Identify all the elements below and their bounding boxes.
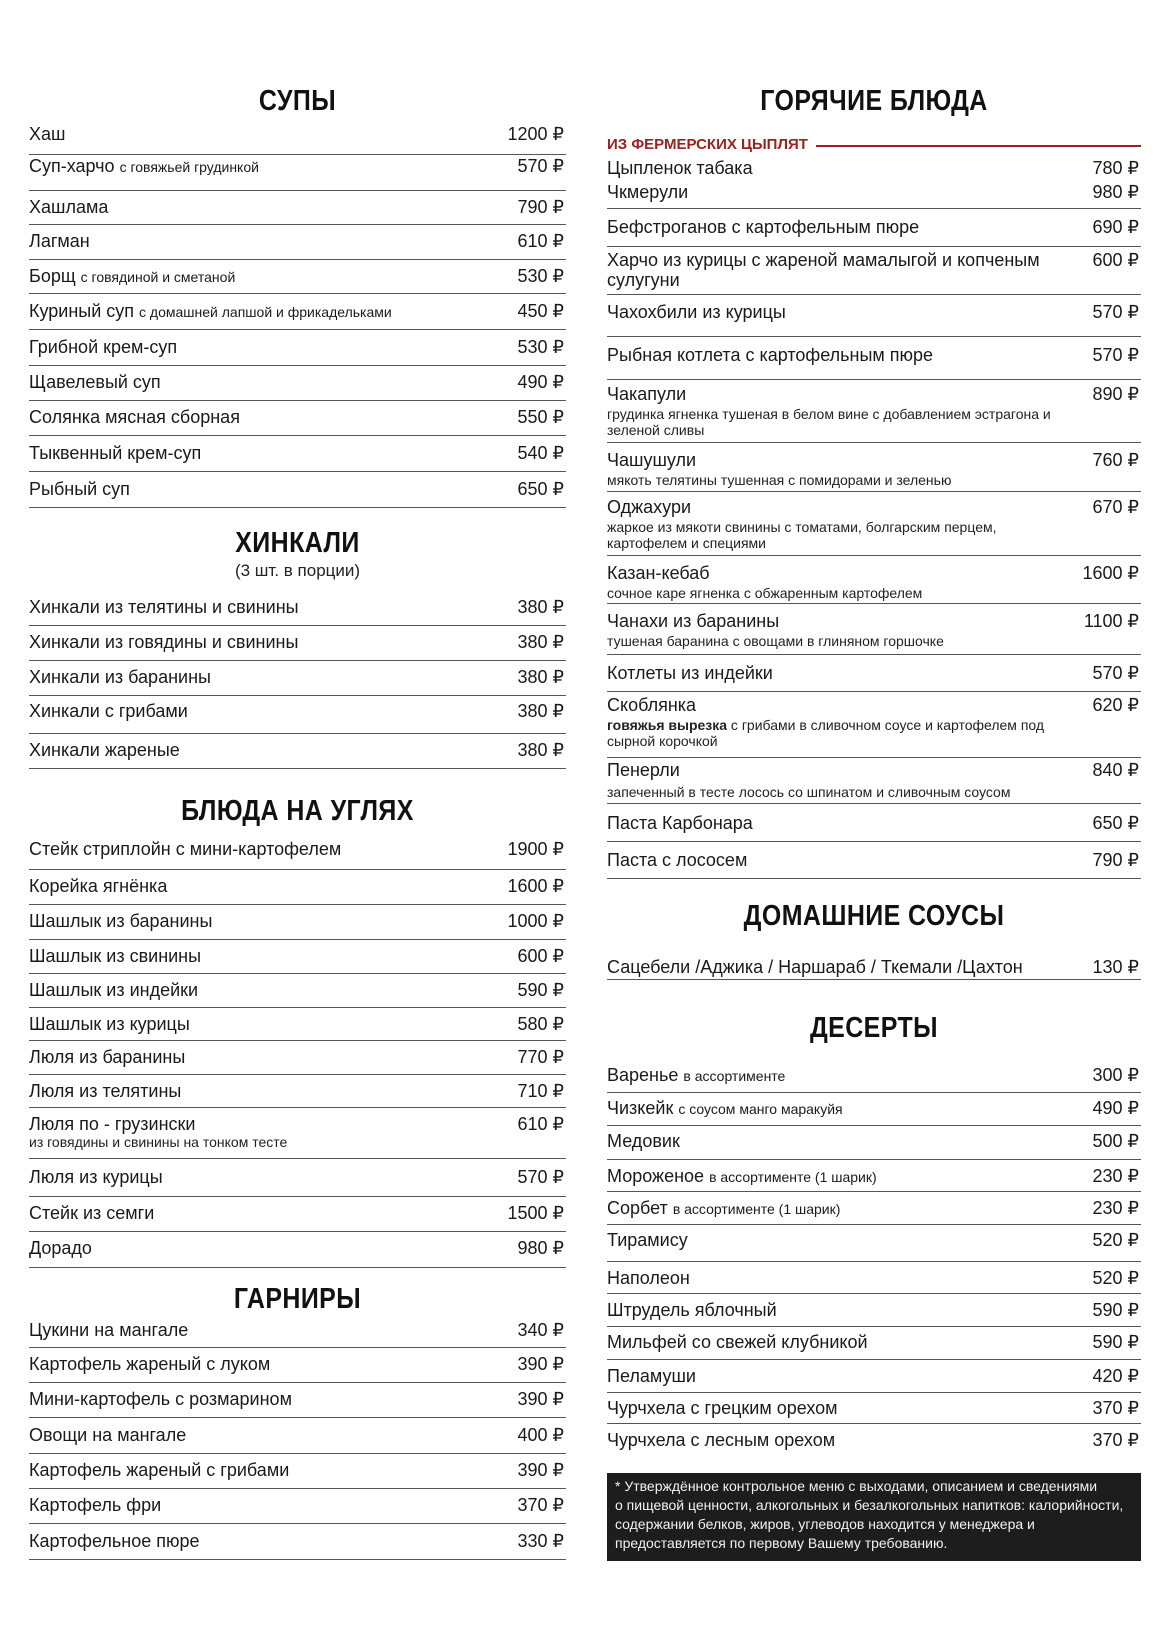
menu-item	[607, 957, 1141, 980]
menu-item	[29, 839, 566, 870]
menu-item	[607, 850, 1141, 879]
item-price: 490 ₽	[1092, 1098, 1139, 1118]
item-name: Корейка ягнёнка	[29, 876, 168, 896]
menu-item	[607, 1366, 1141, 1393]
item-price: 780 ₽	[1092, 158, 1139, 178]
item-price: 130 ₽	[1092, 957, 1139, 977]
item-price: 1200 ₽	[507, 124, 564, 144]
menu-item	[29, 1203, 566, 1232]
footnote-line: содержании белков, жиров, углеводов находится у менеджера и	[615, 1516, 1035, 1532]
menu-item	[607, 345, 1141, 380]
section-title-soups: СУПЫ	[258, 85, 337, 117]
item-price: 610 ₽	[517, 1114, 564, 1134]
menu-item	[29, 1531, 566, 1560]
section-title-hot: ГОРЯЧИЕ БЛЮДА	[760, 85, 988, 117]
item-description: мякоть телятины тушенная с помидорами и зеленью	[607, 472, 952, 488]
item-price: 330 ₽	[517, 1531, 564, 1551]
item-note: с говяжьей грудинкой	[119, 159, 259, 175]
item-name: Люля из телятины	[29, 1081, 182, 1101]
menu-item	[607, 1166, 1141, 1192]
menu-item	[607, 1198, 1141, 1225]
item-price: 570 ₽	[517, 1167, 564, 1187]
item-note: с соусом манго маракуйя	[678, 1101, 843, 1117]
item-description-line2: сырной корочкой	[607, 733, 718, 749]
item-price: 690 ₽	[1092, 217, 1139, 237]
item-description-bold: говяжья вырезка	[607, 717, 728, 733]
item-price: 590 ₽	[517, 980, 564, 1000]
item-name: Шашлык из курицы	[29, 1014, 190, 1034]
item-price: 300 ₽	[1092, 1065, 1139, 1085]
item-price: 380 ₽	[517, 597, 564, 617]
item-name: Пенерли	[607, 760, 680, 780]
item-description-line2: зеленой сливы	[607, 422, 705, 438]
item-note: в ассортименте (1 шарик)	[709, 1169, 877, 1185]
section-title-desserts: ДЕСЕРТЫ	[809, 1012, 939, 1044]
item-price: 380 ₽	[517, 701, 564, 721]
item-price: 520 ₽	[1092, 1230, 1139, 1250]
menu-item	[607, 450, 1141, 492]
item-price: 650 ₽	[1092, 813, 1139, 833]
item-price: 230 ₽	[1092, 1166, 1139, 1186]
menu-item	[29, 701, 566, 734]
item-name: Хинкали с грибами	[29, 701, 188, 721]
item-name: Щавелевый суп	[29, 372, 161, 392]
section-title-sides: ГАРНИРЫ	[233, 1283, 362, 1315]
section-title-sauces: ДОМАШНИЕ СОУСЫ	[743, 900, 1005, 932]
item-name: Рыбный суп	[29, 479, 130, 499]
item-name: Овощи на мангале	[29, 1425, 187, 1445]
item-name: Медовик	[607, 1131, 680, 1151]
item-price: 600 ₽	[1092, 250, 1139, 270]
item-price: 500 ₽	[1092, 1131, 1139, 1151]
item-price: 390 ₽	[517, 1389, 564, 1409]
item-price: 760 ₽	[1092, 450, 1139, 470]
menu-item	[29, 667, 566, 696]
item-name: Чахохбили из курицы	[607, 302, 786, 322]
item-price: 530 ₽	[517, 337, 564, 357]
menu-item	[607, 250, 1141, 295]
item-name: Хинкали из телятины и свинины	[29, 597, 299, 617]
item-name: Стейк из семги	[29, 1203, 155, 1223]
item-name: Бефстроганов с картофельным пюре	[607, 217, 920, 237]
menu-item	[29, 1425, 566, 1454]
menu-item	[29, 479, 566, 508]
item-name: Цыпленок табака	[607, 158, 753, 178]
menu-item	[29, 372, 566, 401]
item-description: запеченный в тесте лосось со шпинатом и сливочным соусом	[607, 784, 1011, 800]
item-price: 230 ₽	[1092, 1198, 1139, 1218]
item-price: 600 ₽	[517, 946, 564, 966]
menu-item	[29, 876, 566, 905]
item-name: Картофельное пюре	[29, 1531, 200, 1551]
item-name: Хинкали из баранины	[29, 667, 211, 687]
menu-item	[607, 1268, 1141, 1294]
item-name: Паста с лососем	[607, 850, 748, 870]
item-price: 670 ₽	[1092, 497, 1139, 517]
item-price: 770 ₽	[517, 1047, 564, 1067]
section-title-grill: БЛЮДА НА УГЛЯХ	[181, 795, 414, 827]
item-name: Сорбет	[607, 1198, 668, 1218]
item-price: 1000 ₽	[507, 911, 564, 931]
menu-item	[607, 813, 1141, 842]
item-name: Стейк стриплойн с мини-картофелем	[29, 839, 342, 859]
footnote-box	[607, 1473, 1141, 1561]
menu-item	[29, 946, 566, 974]
item-price: 370 ₽	[1092, 1430, 1139, 1450]
item-price: 1600 ₽	[507, 876, 564, 896]
item-name-line2: сулугуни	[607, 270, 680, 290]
item-description: с грибами в сливочном соусе и картофелем под	[727, 717, 1045, 733]
menu-item	[607, 1065, 1141, 1093]
menu-item	[29, 407, 566, 436]
item-name: Картофель жареный с луком	[29, 1354, 271, 1374]
item-price: 840 ₽	[1092, 760, 1139, 780]
item-price: 650 ₽	[517, 479, 564, 499]
item-name: Хинкали из говядины и свинины	[29, 632, 299, 652]
item-name: Паста Карбонара	[607, 813, 753, 833]
item-name: Куриный суп	[29, 301, 135, 321]
item-name: Шашлык из баранины	[29, 911, 213, 931]
menu-item	[29, 1081, 566, 1108]
menu-item	[607, 302, 1141, 337]
menu-item	[607, 663, 1141, 692]
item-price: 370 ₽	[1092, 1398, 1139, 1418]
item-name: Чакапули	[607, 384, 687, 404]
menu-item	[29, 443, 566, 472]
item-name: Картофель фри	[29, 1495, 162, 1515]
item-description: из говядины и свинины на тонком тесте	[29, 1134, 288, 1150]
menu-item	[607, 760, 1141, 804]
footnote-line: о пищевой ценности, алкогольных и безалкогольных напитков: калорийности,	[615, 1497, 1124, 1513]
menu-item	[29, 1047, 566, 1075]
menu-item	[607, 1230, 1141, 1262]
item-price: 590 ₽	[1092, 1332, 1139, 1352]
item-price: 980 ₽	[517, 1238, 564, 1258]
menu-item	[29, 266, 566, 294]
item-name: Чанахи из баранины	[607, 611, 780, 631]
menu-item	[607, 1300, 1141, 1327]
item-description-line2: картофелем и специями	[607, 535, 766, 551]
item-name: Люля из курицы	[29, 1167, 163, 1187]
menu-item	[29, 980, 566, 1008]
menu-item	[29, 1320, 566, 1348]
item-price: 580 ₽	[517, 1014, 564, 1034]
section-title-khinkali: ХИНКАЛИ	[235, 527, 360, 559]
menu-item	[607, 1430, 1141, 1456]
item-name: Харчо из курицы с жареной мамалыгой и копченым	[607, 250, 1040, 270]
item-name: Хашлама	[29, 197, 109, 217]
item-price: 490 ₽	[517, 372, 564, 392]
menu-item	[29, 1495, 566, 1524]
menu-item	[29, 1167, 566, 1197]
item-name: Мильфей со свежей клубникой	[607, 1332, 868, 1352]
menu-item	[607, 1398, 1141, 1424]
item-description: грудинка ягненка тушеная в белом вине с добавлением эстрагона и	[607, 406, 1051, 422]
menu-item	[29, 197, 566, 225]
menu-item	[29, 301, 566, 330]
item-name: Чкмерули	[607, 182, 689, 202]
item-note: с домашней лапшой и фрикадельками	[139, 304, 392, 320]
item-price: 390 ₽	[517, 1354, 564, 1374]
menu-item	[29, 1389, 566, 1418]
item-price: 450 ₽	[517, 301, 564, 321]
item-name: Картофель жареный с грибами	[29, 1460, 290, 1480]
item-name: Солянка мясная сборная	[29, 407, 240, 427]
menu-item	[29, 1238, 566, 1268]
item-price: 710 ₽	[517, 1081, 564, 1101]
item-name: Цукини на мангале	[29, 1320, 189, 1340]
item-note: с говядиной и сметаной	[80, 269, 236, 285]
item-name: Тыквенный крем-суп	[29, 443, 202, 463]
item-name: Чашушули	[607, 450, 697, 470]
item-name: Рыбная котлета с картофельным пюре	[607, 345, 934, 365]
item-name: Казан-кебаб	[607, 563, 710, 583]
item-price: 540 ₽	[517, 443, 564, 463]
menu-item	[607, 384, 1141, 443]
item-name: Варенье	[607, 1065, 679, 1085]
menu-item	[607, 1098, 1141, 1126]
item-price: 420 ₽	[1092, 1366, 1139, 1386]
menu-item	[29, 632, 566, 661]
item-price: 530 ₽	[517, 266, 564, 286]
item-name: Люля из баранины	[29, 1047, 186, 1067]
item-note: в ассортименте	[683, 1068, 786, 1084]
menu-item	[29, 911, 566, 940]
item-price: 590 ₽	[1092, 1300, 1139, 1320]
item-name: Суп-харчо	[29, 156, 115, 176]
item-name: Скоблянка	[607, 695, 697, 715]
menu-item	[29, 1114, 566, 1159]
menu-item	[607, 695, 1141, 758]
item-price: 380 ₽	[517, 632, 564, 652]
right-column	[607, 0, 1141, 1631]
item-price: 550 ₽	[517, 407, 564, 427]
item-name: Оджахури	[607, 497, 692, 517]
menu-item	[607, 217, 1141, 247]
item-name: Наполеон	[607, 1268, 690, 1288]
item-price: 1500 ₽	[507, 1203, 564, 1223]
menu-item	[607, 158, 1141, 209]
menu-item	[607, 1131, 1141, 1160]
item-name: Грибной крем-суп	[29, 337, 178, 357]
item-price: 890 ₽	[1092, 384, 1139, 404]
item-name: Мороженое	[607, 1166, 705, 1186]
item-price: 570 ₽	[1092, 345, 1139, 365]
item-price: 400 ₽	[517, 1425, 564, 1445]
item-name: Хинкали жареные	[29, 740, 180, 760]
item-description: сочное каре ягненка с обжаренным картофелем	[607, 585, 923, 601]
item-price: 570 ₽	[1092, 663, 1139, 683]
footnote-line: * Утверждённое контрольное меню с выходами, описанием и сведениями	[615, 1478, 1098, 1494]
section-subtitle-khinkali: (3 шт. в порции)	[234, 561, 361, 580]
item-price: 570 ₽	[517, 156, 564, 176]
footnote-line: предоставляется по первому Вашему требованию.	[615, 1535, 948, 1551]
menu-item	[29, 337, 566, 366]
item-name: Сацебели /Аджика / Наршараб / Ткемали /Цахтон	[607, 957, 1023, 977]
menu-item	[29, 1460, 566, 1489]
menu-item	[29, 597, 566, 626]
item-price: 340 ₽	[517, 1320, 564, 1340]
farm-chicken-text: ИЗ ФЕРМЕРСКИХ ЦЫПЛЯТ	[607, 136, 816, 153]
item-name: Мини-картофель с розмарином	[29, 1389, 292, 1409]
item-name: Шашлык из свинины	[29, 946, 202, 966]
item-name: Хаш	[29, 124, 66, 144]
menu-item	[29, 740, 566, 769]
menu-item	[607, 497, 1141, 556]
item-name: Дорадо	[29, 1238, 92, 1258]
menu-item	[607, 1332, 1141, 1360]
menu-item	[607, 611, 1141, 655]
item-price: 380 ₽	[517, 740, 564, 760]
menu-item	[607, 563, 1141, 604]
item-price: 980 ₽	[1092, 182, 1139, 202]
menu-item	[29, 156, 566, 191]
item-name: Люля по - грузински	[29, 1114, 196, 1134]
item-price: 610 ₽	[517, 231, 564, 251]
item-price: 390 ₽	[517, 1460, 564, 1480]
item-name: Шашлык из индейки	[29, 980, 199, 1000]
item-price: 620 ₽	[1092, 695, 1139, 715]
menu-item	[29, 231, 566, 260]
menu-item	[29, 124, 566, 155]
item-name: Чурчхела с грецким орехом	[607, 1398, 838, 1418]
item-price: 570 ₽	[1092, 302, 1139, 322]
item-name: Чизкейк	[607, 1098, 674, 1118]
menu-item	[29, 1354, 566, 1383]
item-price: 520 ₽	[1092, 1268, 1139, 1288]
item-description: жаркое из мякоти свинины с томатами, болгарским перцем,	[607, 519, 997, 535]
item-price: 1900 ₽	[507, 839, 564, 859]
left-column	[29, 0, 566, 1631]
farm-chicken-label	[607, 136, 1141, 156]
menu-item	[29, 1014, 566, 1041]
item-price: 1600 ₽	[1082, 563, 1139, 583]
item-price: 1100 ₽	[1083, 611, 1139, 631]
item-note: в ассортименте (1 шарик)	[672, 1201, 841, 1217]
item-name: Пеламуши	[607, 1366, 696, 1386]
item-name: Чурчхела с лесным орехом	[607, 1430, 836, 1450]
item-name: Борщ	[29, 266, 76, 286]
item-description: тушеная баранина с овощами в глиняном горшочке	[607, 633, 944, 649]
item-price: 790 ₽	[517, 197, 564, 217]
item-name: Котлеты из индейки	[607, 663, 773, 683]
item-price: 380 ₽	[517, 667, 564, 687]
item-name: Тирамису	[607, 1230, 688, 1250]
item-price: 370 ₽	[517, 1495, 564, 1515]
item-price: 790 ₽	[1092, 850, 1139, 870]
item-name: Штрудель яблочный	[607, 1300, 777, 1320]
item-name: Лагман	[29, 231, 90, 251]
